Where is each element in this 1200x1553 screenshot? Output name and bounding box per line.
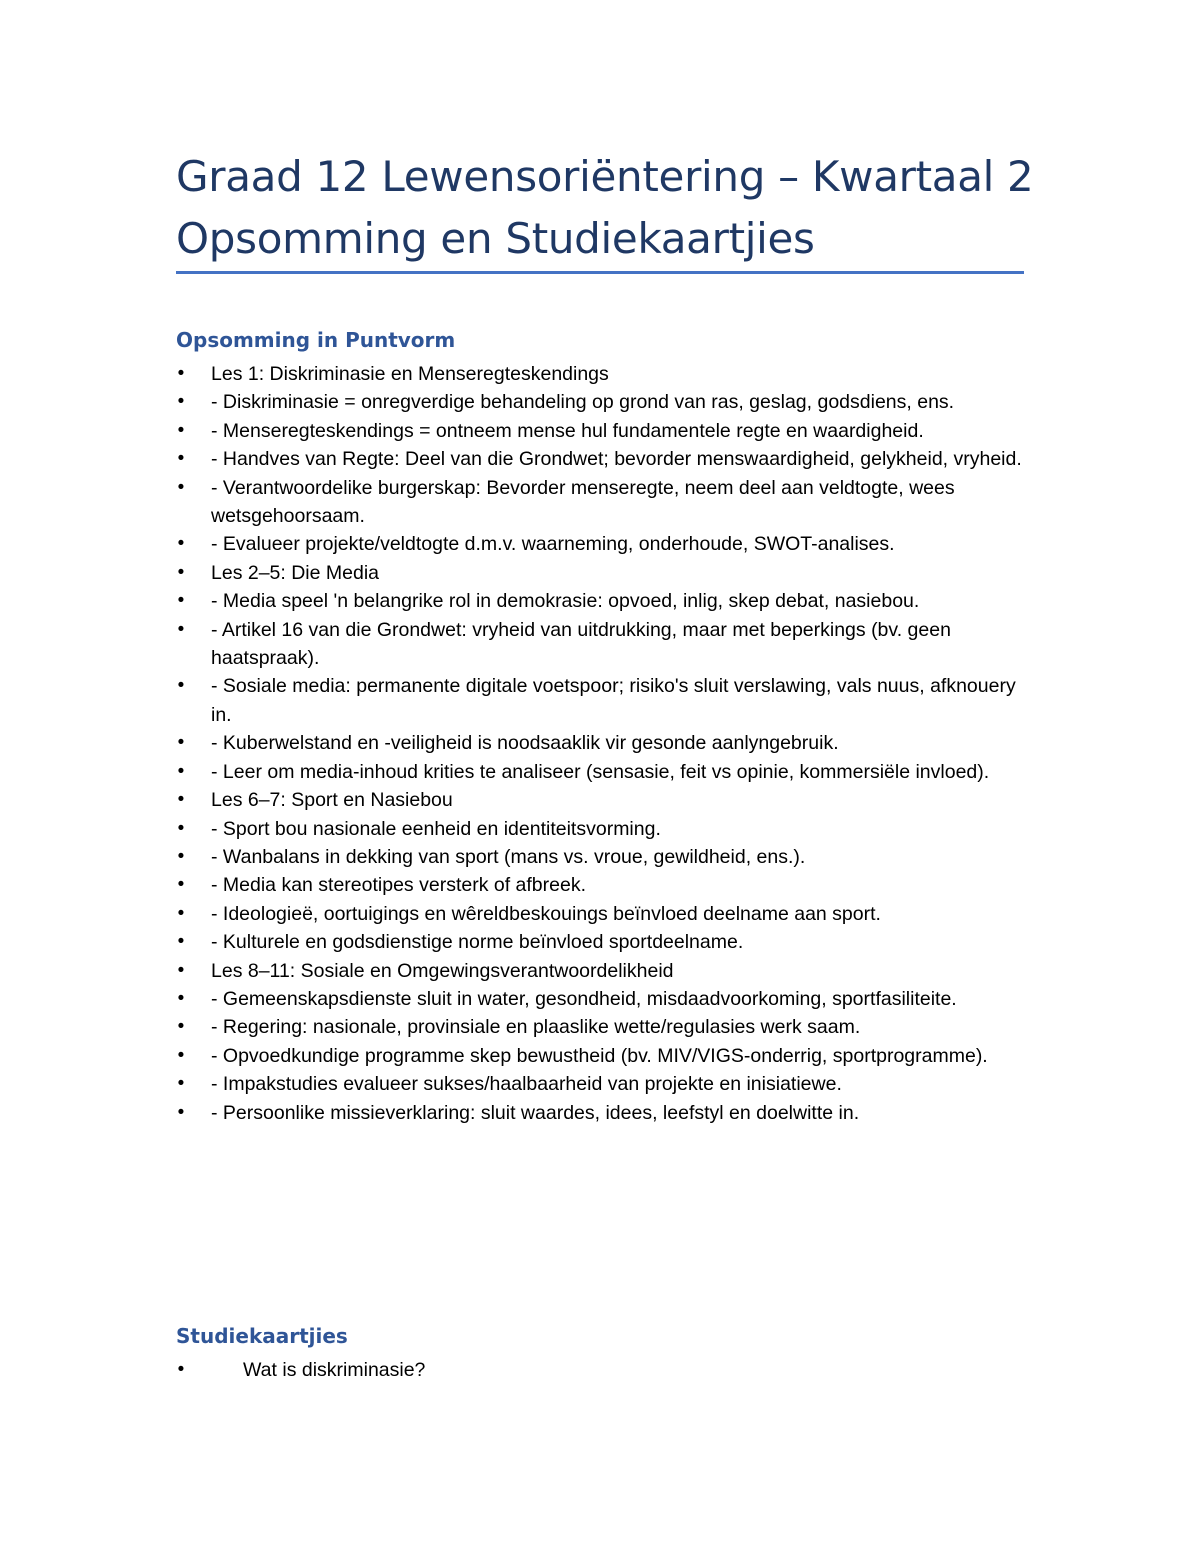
bullet-icon: • [177,987,185,1009]
list-item-text: Les 2–5: Die Media [211,561,380,584]
list-item-text: - Media kan stereotipes versterk of afbreek. [211,874,587,897]
list-item [176,474,1036,531]
bullet-icon: • [177,476,185,498]
list-item-text: - Kuberwelstand en -veiligheid is noodsaaklik vir gesonde aanlyngebruik. [211,732,839,755]
list-item [176,559,1036,587]
list-item [176,616,1036,673]
list-item [176,1356,1036,1384]
bullet-icon: • [177,419,185,441]
list-item-text: - Regering: nasionale, provinsiale en plaaslike wette/regulasies werk saam. [211,1016,861,1039]
list-item [176,1042,1036,1070]
bullet-icon: • [177,760,185,782]
list-item-text: - Diskriminasie = onregverdige behandeling op grond van ras, geslag, godsdiens, ens. [211,391,955,414]
list-item [176,1013,1036,1041]
bullet-icon: • [177,391,185,413]
list-item [176,587,1036,615]
bullet-icon: • [177,1101,185,1123]
list-item-text: - Persoonlike missieverklaring: sluit waardes, idees, leefstyl en doelwitte in. [211,1101,860,1124]
list-item-text: - Wanbalans in dekking van sport (mans vs. vroue, gewildheid, ens.). [211,845,806,868]
list-item-text: Les 1: Diskriminasie en Menseregteskendings [211,363,609,385]
list-item [176,1099,1036,1127]
bullet-icon: • [177,448,185,470]
list-item-text: - Ideologieë, oortuigings en wêreldbeskouings beïnvloed deelname aan sport. [211,902,881,925]
bullet-icon: • [177,902,185,924]
list-item-text: - Gemeenskapsdienste sluit in water, gesondheid, misdaadvoorkoming, sportfasiliteite. [211,987,957,1010]
list-item [176,786,1036,814]
list-item [176,417,1036,445]
title-underline [176,271,1024,274]
bullet-icon: • [177,533,185,555]
list-item [176,530,1036,558]
bullet-icon: • [177,959,185,981]
list-item-text: - Handves van Regte: Deel van die Grondwet; bevorder menswaardigheid, gelykheid, vryheid. [211,448,1022,471]
list-item-text: - Opvoedkundige programme skep bewustheid (bv. MIV/VIGS-onderrig, sportprogramme). [211,1044,988,1067]
list-item [176,672,1036,729]
list-item [176,758,1036,786]
list-item [176,445,1036,473]
bullet-icon: • [177,1016,185,1038]
list-item [176,815,1036,843]
list-item-text: - Sosiale media: permanente digitale voetspoor; risiko's sluit verslawing, vals nuus, afknouery in. [211,675,1016,726]
bullet-icon: • [177,590,185,612]
list-item [176,957,1036,985]
study-cards-list [176,1356,1036,1384]
list-item [176,360,1036,388]
list-item [176,843,1036,871]
bullet-icon: • [177,732,185,754]
list-item-text: Les 8–11: Sosiale en Omgewingsverantwoordelikheid [211,959,674,982]
list-item [176,1070,1036,1098]
summary-bullet-list [176,360,1036,1127]
list-item [176,388,1036,416]
list-item-text: Les 6–7: Sport en Nasiebou [211,789,453,812]
list-item [176,729,1036,757]
bullet-icon: • [177,931,185,953]
list-item-text: - Leer om media-inhoud krities te analiseer (sensasie, feit vs opinie, kommersiële invloed). [211,760,990,783]
bullet-icon: • [177,1359,185,1380]
list-item-text: - Kulturele en godsdienstige norme beïnvloed sportdeelname. [211,931,744,954]
bullet-icon: • [177,789,185,811]
bullet-icon: • [177,817,185,839]
bullet-icon: • [177,874,185,896]
document-title: Graad 12 Lewensoriëntering – Kwartaal 2 Opsomming en Studiekaartjies [176,152,1034,263]
bullet-icon: • [177,618,185,640]
list-item [176,900,1036,928]
list-item-text: - Media speel 'n belangrike rol in demokrasie: opvoed, inlig, skep debat, nasiebou. [211,590,920,613]
bullet-icon: • [177,845,185,867]
bullet-icon: • [177,363,185,384]
study-cards-heading: Studiekaartjies [176,1324,348,1348]
bullet-icon: • [177,675,185,697]
list-item-text: - Artikel 16 van die Grondwet: vryheid van uitdrukking, maar met beperkings (bv. geen haatspraak). [211,618,951,670]
study-card-question: Wat is diskriminasie? [243,1359,426,1381]
summary-heading: Opsomming in Puntvorm [176,328,456,352]
bullet-icon: • [177,1073,185,1095]
list-item-text: - Sport bou nasionale eenheid en identiteitsvorming. [211,817,661,840]
list-item-text: - Menseregteskendings = ontneem mense hul fundamentele regte en waardigheid. [211,419,924,442]
list-item [176,928,1036,956]
bullet-icon: • [177,561,185,583]
bullet-icon: • [177,1044,185,1066]
list-item-text: - Impakstudies evalueer sukses/haalbaarheid van projekte en inisiatiewe. [211,1073,842,1096]
list-item [176,871,1036,899]
list-item [176,985,1036,1013]
list-item-text: - Verantwoordelike burgerskap: Bevorder menseregte, neem deel aan veldtogte, wees wetsgehoorsaam. [211,476,955,528]
list-item-text: - Evalueer projekte/veldtogte d.m.v. waarneming, onderhoude, SWOT-analises. [211,533,895,556]
